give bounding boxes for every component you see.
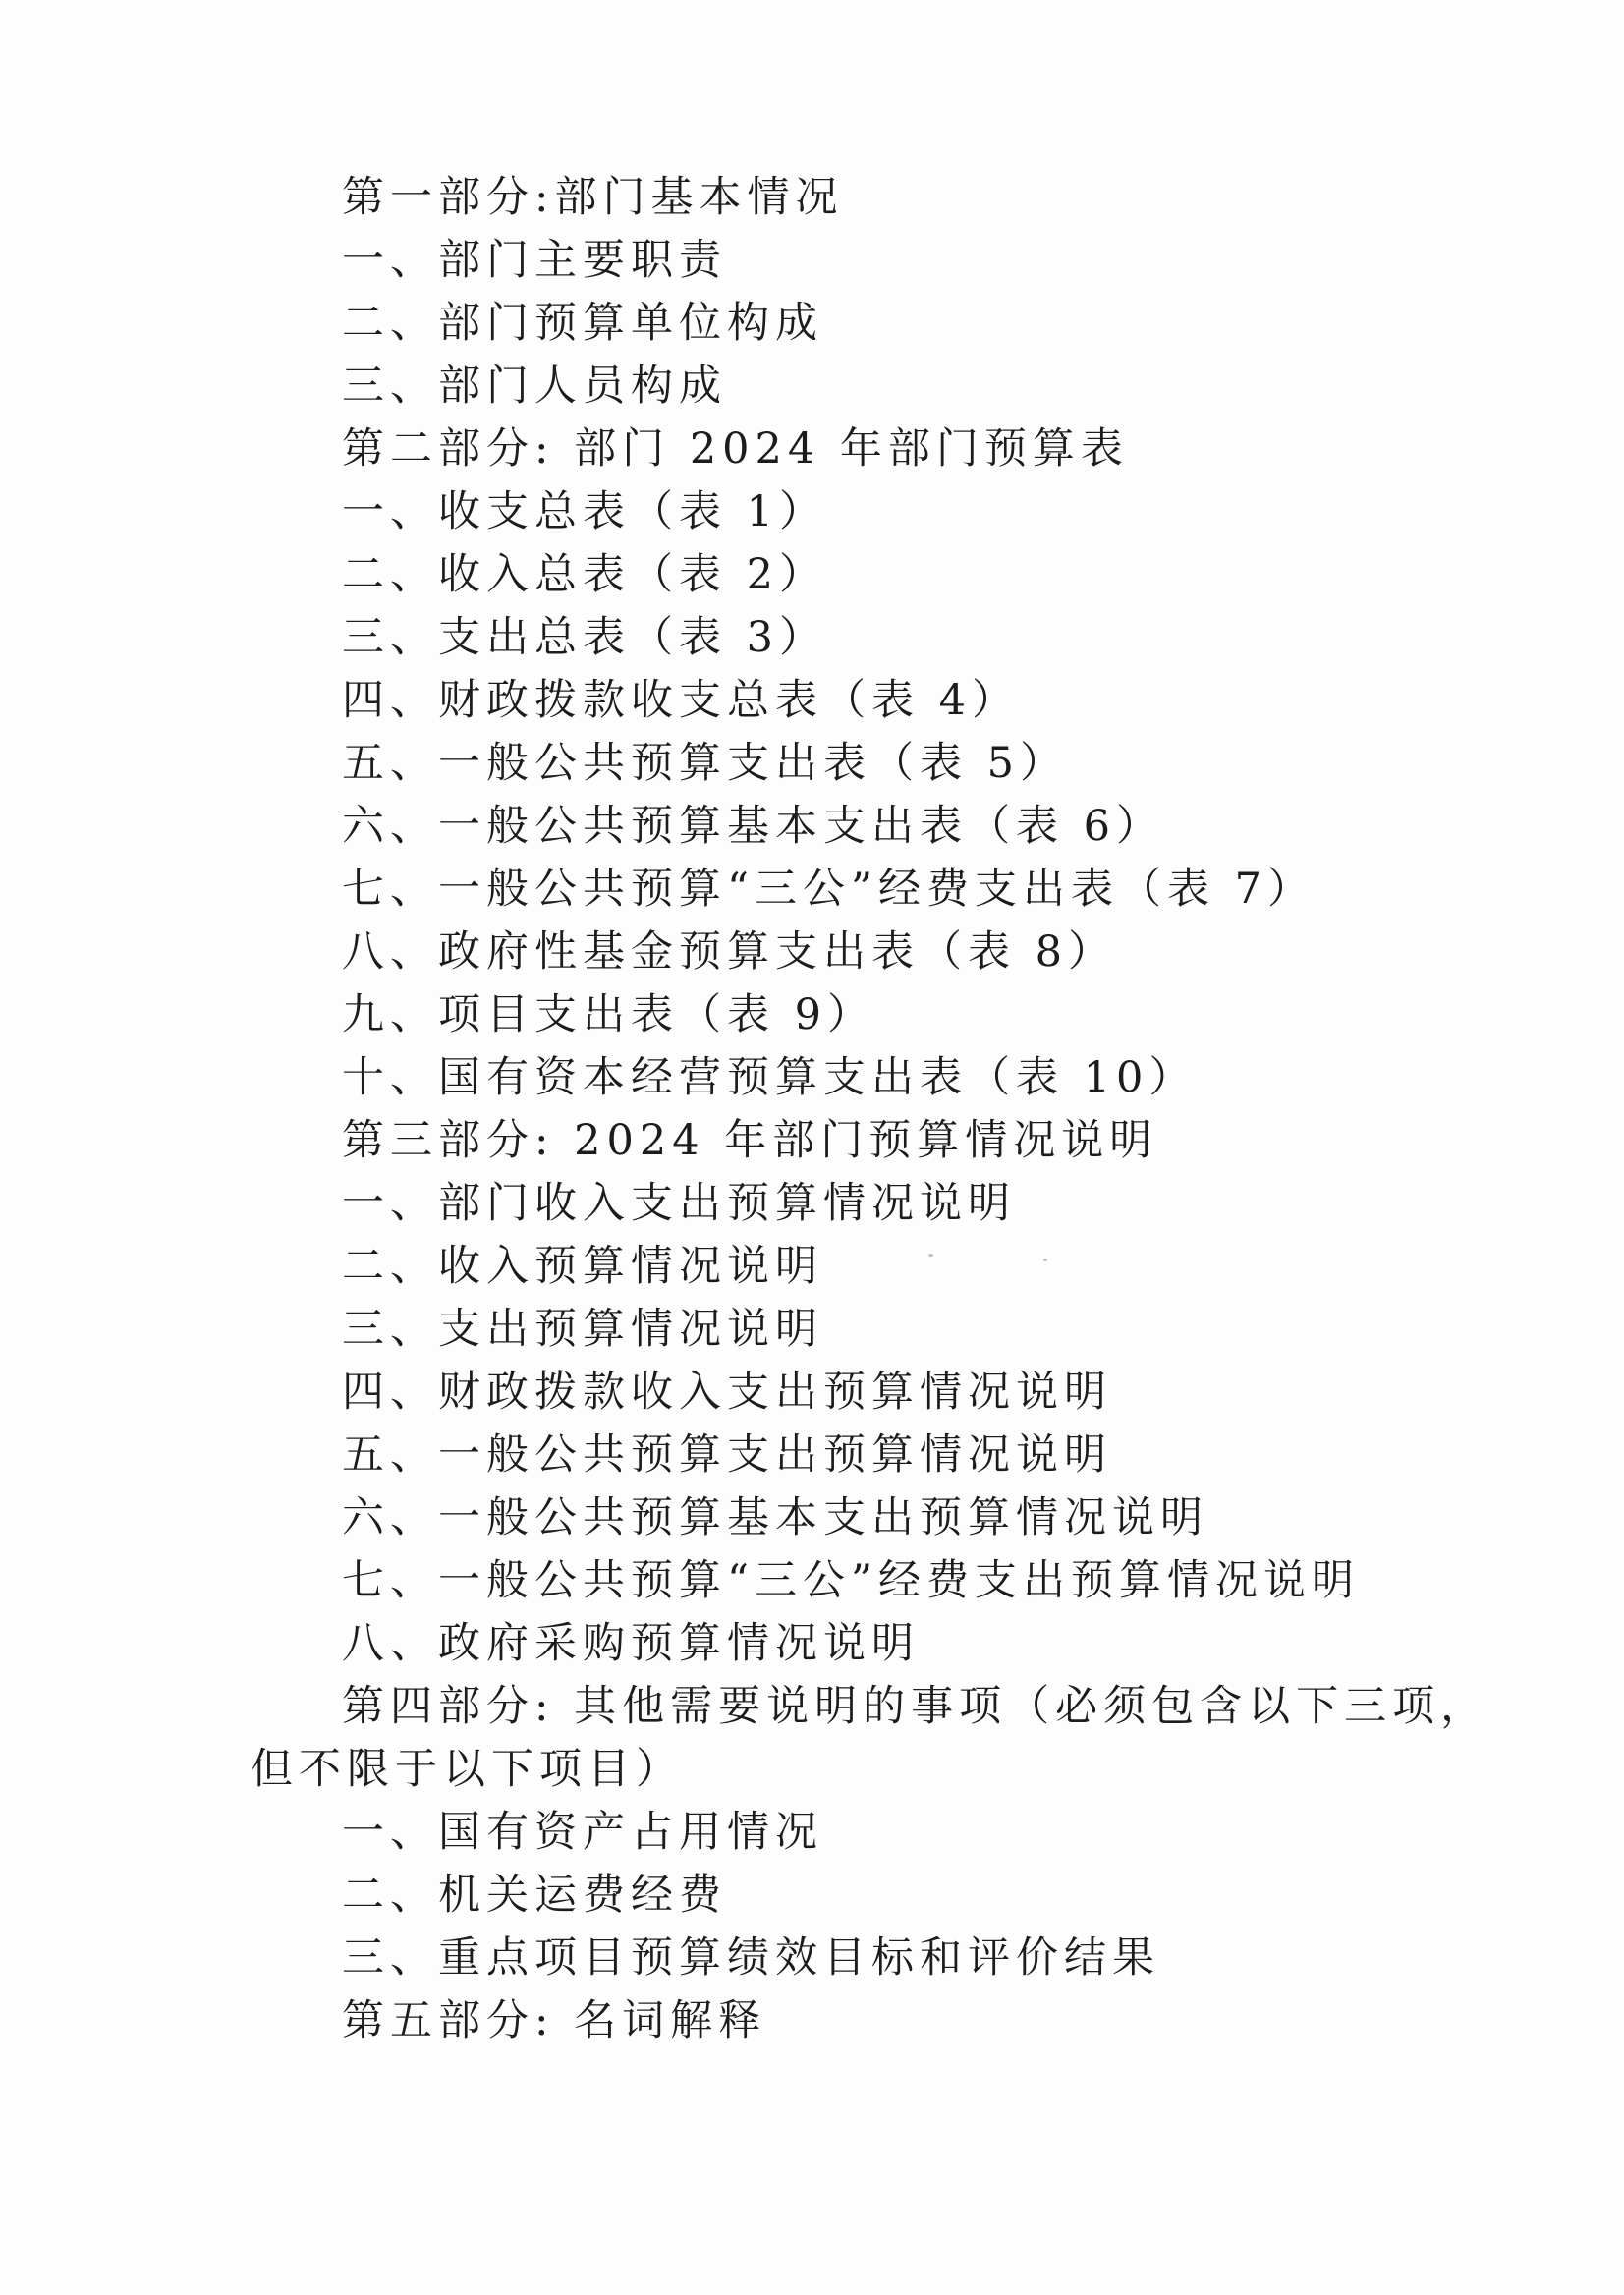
toc-item: 一、国有资产占用情况 xyxy=(342,1808,823,1857)
scan-speck xyxy=(928,1254,933,1257)
toc-item: 三、支出预算情况说明 xyxy=(342,1305,823,1354)
toc-item: 五、一般公共预算支出预算情况说明 xyxy=(342,1430,1112,1480)
toc-item: 八、政府性基金预算支出表（表 8） xyxy=(342,927,1117,977)
toc-item: 六、一般公共预算基本支出表（表 6） xyxy=(342,802,1165,851)
toc-item: 二、机关运费经费 xyxy=(342,1871,727,1920)
toc-item: 三、支出总表（表 3） xyxy=(342,613,828,662)
toc-item: 九、项目支出表（表 9） xyxy=(342,990,876,1039)
part-2-heading: 第二部分: 部门 2024 年部门预算表 xyxy=(342,424,1129,474)
toc-item: 八、政府采购预算情况说明 xyxy=(342,1619,920,1668)
toc-item: 五、一般公共预算支出表（表 5） xyxy=(342,739,1069,788)
toc-item: 二、收入预算情况说明 xyxy=(342,1242,823,1291)
part-4-heading-continued: 但不限于以下项目） xyxy=(251,1745,684,1794)
toc-item: 四、财政拨款收支总表（表 4） xyxy=(342,676,1021,725)
toc-item: 四、财政拨款收入支出预算情况说明 xyxy=(342,1368,1112,1417)
toc-item: 六、一般公共预算基本支出预算情况说明 xyxy=(342,1493,1208,1542)
toc-item: 十、国有资本经营预算支出表（表 10） xyxy=(342,1053,1198,1102)
part-1-heading: 第一部分:部门基本情况 xyxy=(342,173,844,222)
toc-item: 二、部门预算单位构成 xyxy=(342,299,823,348)
toc-item: 七、一般公共预算“三公”经费支出表（表 7） xyxy=(342,865,1316,914)
toc-item: 二、收入总表（表 2） xyxy=(342,550,828,599)
toc-item: 七、一般公共预算“三公”经费支出预算情况说明 xyxy=(342,1556,1360,1605)
part-4-heading: 第四部分: 其他需要说明的事项（必须包含以下三项， xyxy=(342,1682,1489,1731)
toc-item: 一、收支总表（表 1） xyxy=(342,487,828,536)
scan-speck xyxy=(1043,1259,1047,1261)
toc-item: 一、部门收入支出预算情况说明 xyxy=(342,1179,1016,1228)
toc-item: 三、重点项目预算绩效目标和评价结果 xyxy=(342,1933,1160,1983)
part-5-heading: 第五部分: 名词解释 xyxy=(342,1996,767,2045)
part-3-heading: 第三部分: 2024 年部门预算情况说明 xyxy=(342,1116,1158,1165)
toc-item: 一、部门主要职责 xyxy=(342,236,727,285)
toc-item: 三、部门人员构成 xyxy=(342,362,727,411)
